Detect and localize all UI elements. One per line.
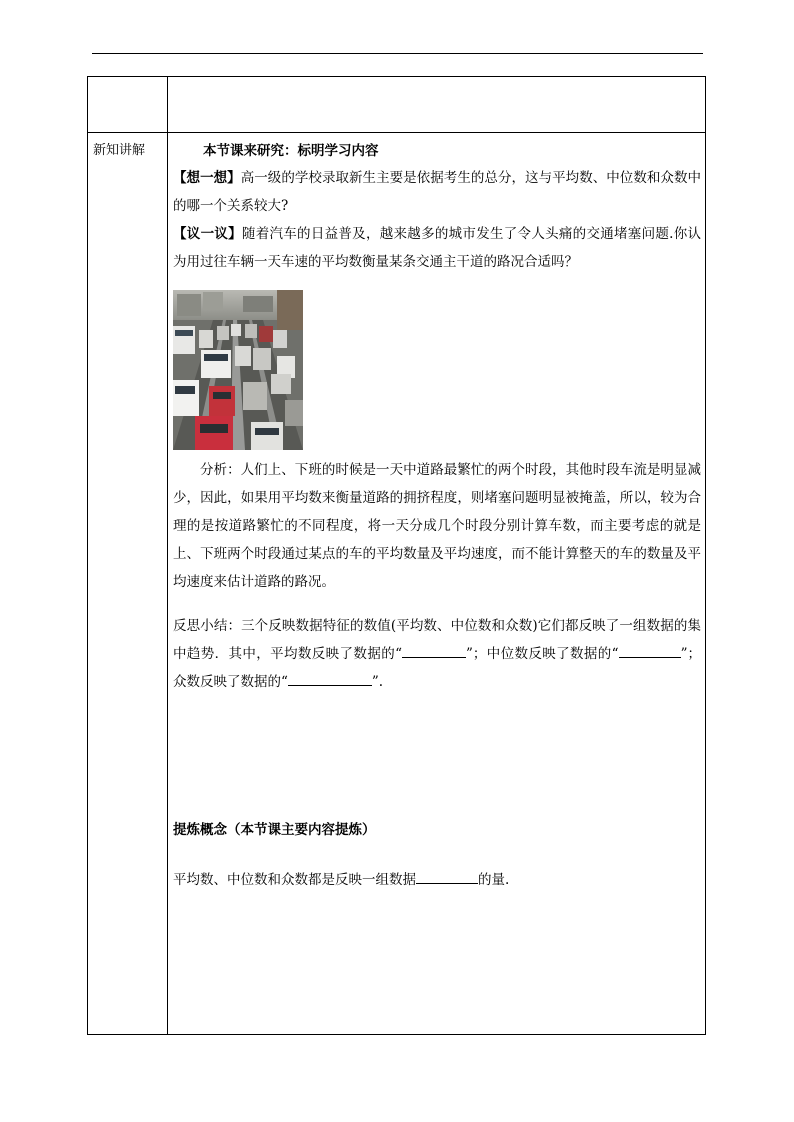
- row-divider: [88, 132, 705, 133]
- discuss-text: 随着汽车的日益普及，越来越多的城市发生了令人头痛的交通堵塞问题.你认为用过往车辆一天车速的平均数衡量某条交通主干道的路况合适吗？: [173, 226, 702, 270]
- answer-blank-mean[interactable]: [402, 643, 466, 658]
- analysis-paragraph: 分析：人们上、下班的时候是一天中道路最繁忙的两个时段，其他时段车流是明显减少，因此，如果用平均数来衡量道路的拥挤程度，则堵塞问题明显被掩盖，所以，较为合理的是按道路繁忙的不同程度，将一天分成几个时段分别计算车数，而主要考虑的就是上、下班两个时段通过某点的车的平均数量及平均速度，而不能计算整天的车的数量及平均速度来估计道路的路况。: [173, 462, 701, 590]
- answer-blank-median[interactable]: [619, 643, 681, 658]
- answer-blank-concept[interactable]: [416, 869, 478, 884]
- spacer: [173, 696, 701, 816]
- concept-text-after: 的量.: [478, 872, 510, 888]
- think-tag: 【想一想】: [173, 170, 241, 186]
- concept-paragraph: [173, 866, 701, 894]
- answer-blank-mode[interactable]: [288, 671, 372, 686]
- column-divider: [167, 77, 168, 1034]
- reflection-text-3: ”；众数反映了数据的“: [173, 646, 701, 690]
- traffic-jam-photo: [173, 290, 303, 450]
- lesson-content: [173, 138, 701, 894]
- section-heading: 本节课来研究：标明学习内容: [203, 143, 379, 159]
- header-rule: [92, 53, 703, 54]
- reflection-text-1: 反思小结：三个反映数据特征的数值(平均数、中位数和众数)它们都反映了一组数据的集中趋势．其中，平均数反映了数据的“: [173, 618, 701, 662]
- concept-heading: 提炼概念（本节课主要内容提炼）: [173, 822, 376, 838]
- think-paragraph: [173, 164, 701, 220]
- discuss-paragraph: [173, 220, 701, 276]
- spacer: [173, 596, 701, 612]
- concept-text-before: 平均数、中位数和众数都是反映一组数据: [173, 872, 416, 888]
- spacer: [173, 844, 701, 866]
- discuss-tag: 【议一议】: [173, 226, 242, 242]
- reflection-text-2: ”；中位数反映了数据的“: [465, 646, 619, 662]
- think-text: 高一级的学校录取新生主要是依据考生的总分，这与平均数、中位数和众数中的哪一个关系较大?: [173, 170, 702, 214]
- reflection-text-4: ”.: [371, 674, 384, 690]
- reflection-paragraph: [173, 612, 701, 696]
- row-label: 新知讲解: [93, 143, 146, 158]
